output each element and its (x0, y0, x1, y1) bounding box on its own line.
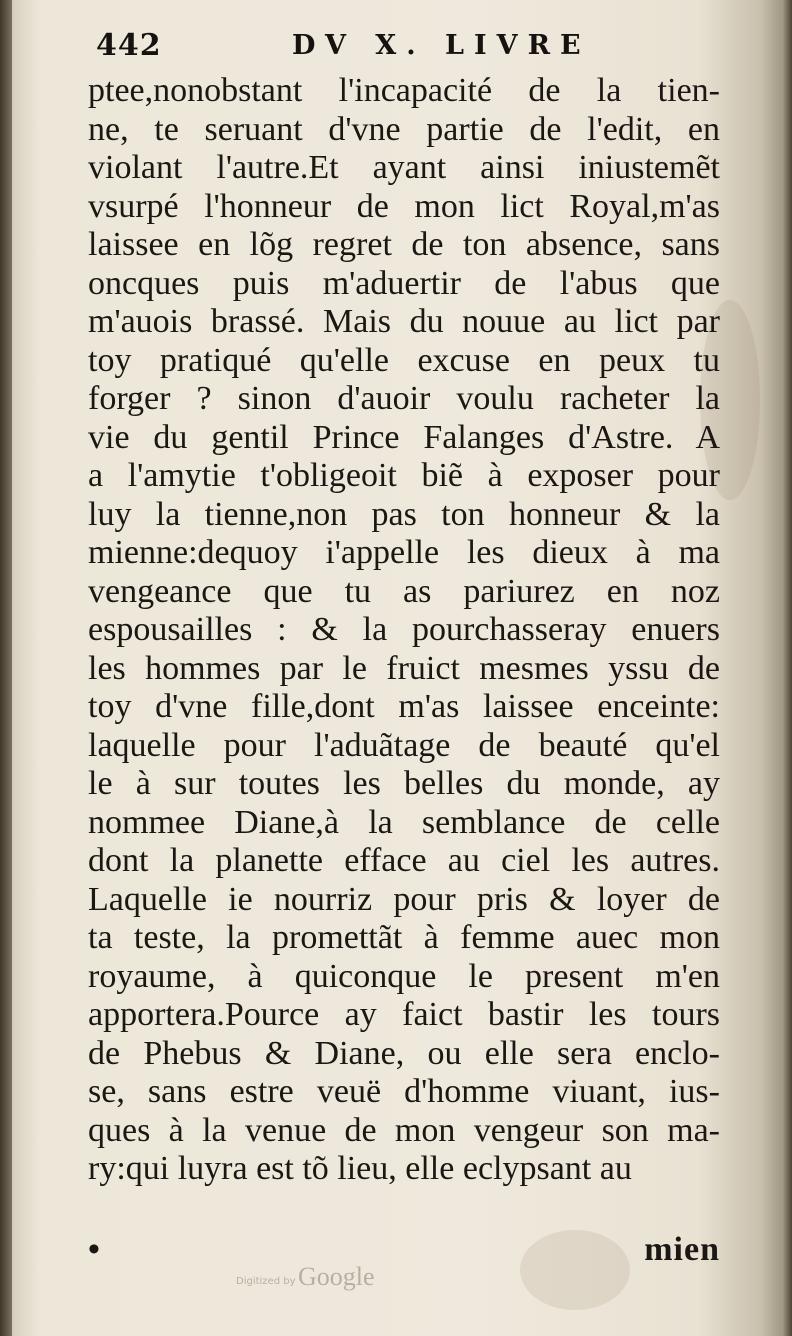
text-line: les hommes par le fruict mesmes yssu de (88, 649, 720, 687)
text-line: laquelle pour l'aduãtage de beauté qu'el (88, 726, 720, 764)
text-line: de Phebus & Diane, ou elle sera enclo- (88, 1034, 720, 1072)
text-line: Laquelle ie nourriz pour pris & loyer de (88, 880, 720, 918)
catchword: mien (644, 1231, 720, 1268)
text-line: se, sans estre veuë d'homme viuant, ius- (88, 1073, 720, 1110)
text-line: oncques puis m'aduertir de l'abus que (88, 264, 720, 302)
text-line: ne, te seruant d'vne partie de l'edit, en (88, 110, 720, 148)
text-line: ry:qui luyra est tõ lieu, elle eclypsant au (88, 1150, 632, 1187)
text-line: dont la planette efface au ciel les autres. (88, 842, 720, 879)
text-line: vsurpé l'honneur de mon lict Royal,m'as (88, 187, 720, 225)
text-line: m'auois brassé. Mais du nouue au lict par (88, 303, 720, 340)
text-line: nommee Diane,à la semblance de celle (88, 803, 720, 841)
text-line: ptee,nonobstant l'incapacité de la tien- (88, 72, 720, 109)
text-line: toy d'vne fille,dont m'as laissee enceinte: (88, 688, 720, 725)
running-head: DV X. LIVRE (292, 30, 591, 61)
text-line: violant l'autre.Et ayant ainsi iniustemẽt (88, 149, 720, 186)
text-line: luy la tienne,non pas ton honneur & la (88, 495, 720, 533)
text-line: royaume, à quiconque le present m'en (88, 957, 720, 995)
text-line: espousailles : & la pourchasseray enuers (88, 611, 720, 648)
page-number: 442 (96, 28, 162, 63)
page-edge-shadow (782, 0, 792, 1336)
text-line: le à sur toutes les belles du monde, ay (88, 765, 720, 802)
text-line: forger ? sinon d'auoir voulu racheter la (88, 380, 720, 417)
page-header (96, 22, 616, 70)
text-line: toy pratiqué qu'elle excuse en peux tu (88, 341, 720, 379)
text-line: vengeance que tu as pariurez en noz (88, 572, 720, 610)
watermark-prefix: Digitized by (236, 1276, 296, 1287)
text-line: mienne:dequoy i'appelle les dieux à ma (88, 534, 720, 571)
signature-mark: • (88, 1231, 100, 1268)
text-line: ques à la venue de mon vengeur son ma- (88, 1111, 720, 1149)
page-gutter-shadow (0, 0, 12, 1336)
digitization-watermark (236, 1262, 436, 1298)
google-logo: Google (298, 1262, 375, 1291)
text-line: vie du gentil Prince Falanges d'Astre. A (88, 418, 720, 456)
body-text (88, 72, 728, 1189)
text-line: apportera.Pource ay faict bastir les tours (88, 996, 720, 1033)
text-line: a l'amytie t'obligeoit biẽ à exposer pour (88, 457, 720, 494)
text-line: laissee en lõg regret de ton absence, sans (88, 226, 720, 263)
text-line: ta teste, la promettãt à femme auec mon (88, 919, 720, 956)
